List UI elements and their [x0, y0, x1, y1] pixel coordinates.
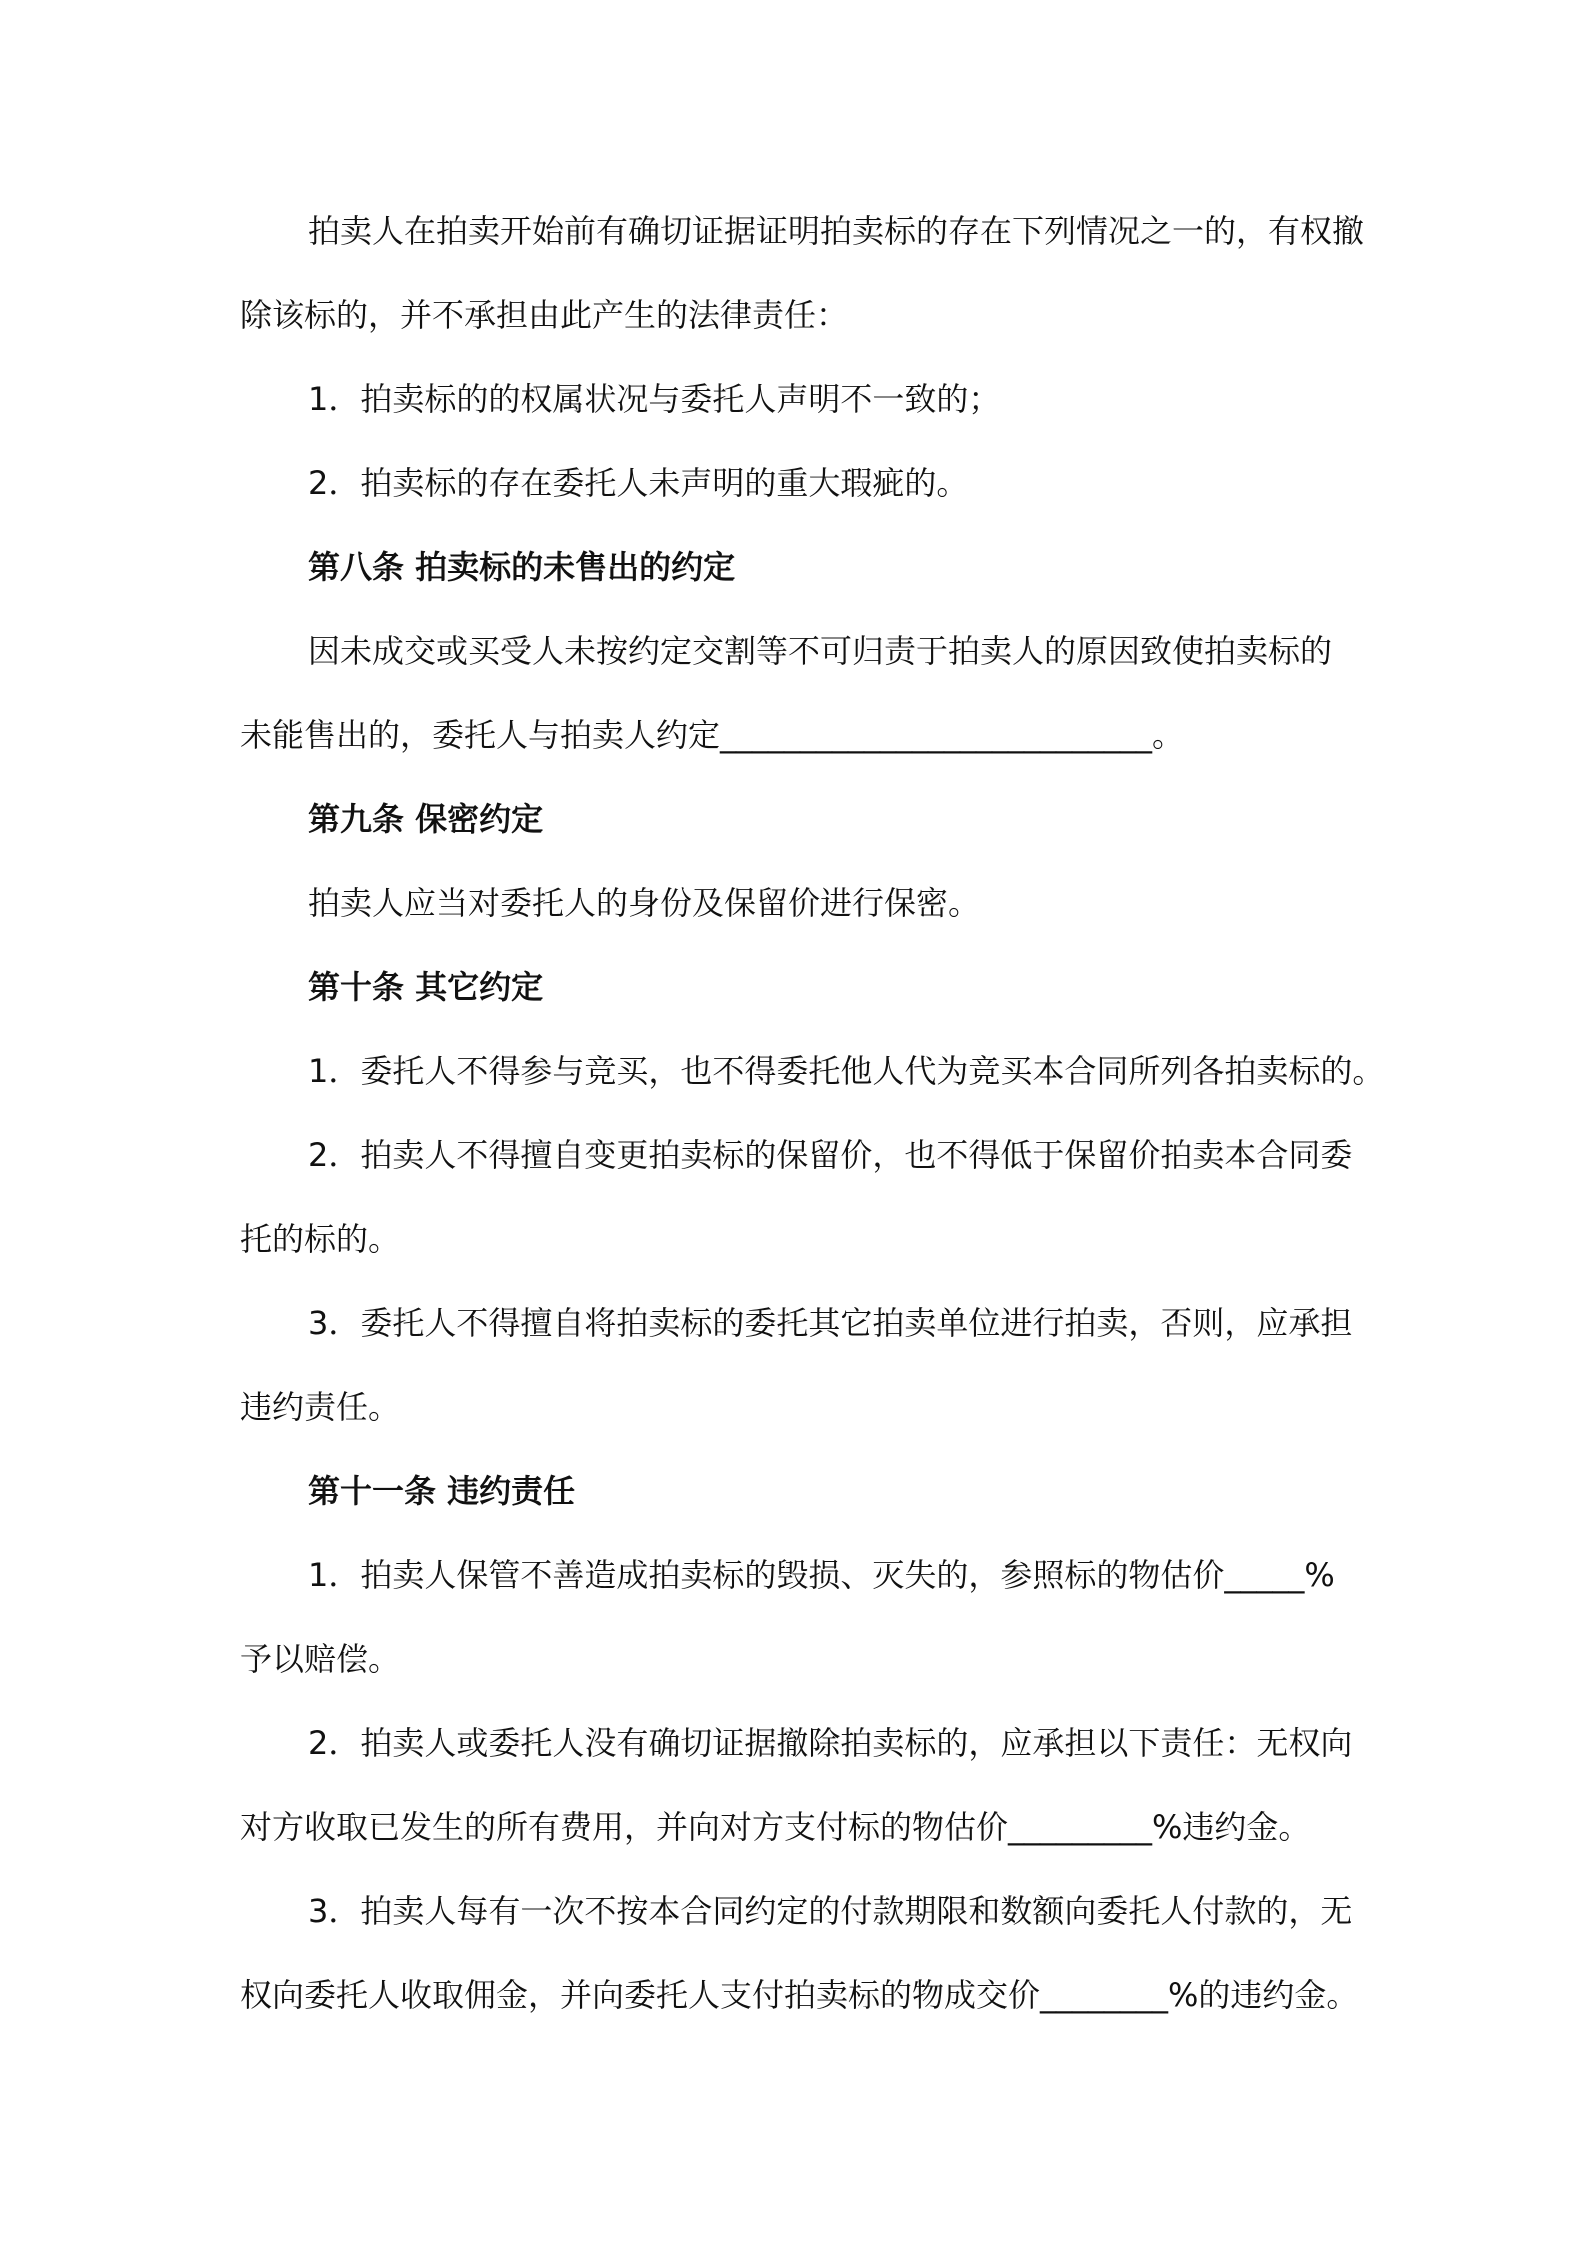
paragraph-withdraw-rights-cont: 除该标的，并不承担由此产生的法律责任：	[240, 296, 849, 334]
clause-no-transfer-cont: 违约责任。	[240, 1388, 401, 1426]
clause-late-payment-cont: 权向委托人收取佣金，并向委托人支付拍卖标的物成交价________%的违约金。	[240, 1976, 1359, 2014]
clause-damage-compensation: 1．拍卖人保管不善造成拍卖标的毁损、灭失的，参照标的物估价_____%	[308, 1556, 1335, 1594]
clause-reserve-price: 2．拍卖人不得擅自变更拍卖标的保留价，也不得低于保留价拍卖本合同委	[308, 1136, 1353, 1174]
clause-late-payment: 3．拍卖人每有一次不按本合同约定的付款期限和数额向委托人付款的，无	[308, 1892, 1353, 1930]
paragraph-unsold-agreement: 因未成交或买受人未按约定交割等不可归责于拍卖人的原因致使拍卖标的	[308, 632, 1333, 670]
clause-undeclared-defect: 2．拍卖标的存在委托人未声明的重大瑕疵的。	[308, 464, 969, 502]
contract-page	[240, 200, 1385, 2048]
clause-no-bidding: 1．委托人不得参与竞买，也不得委托他人代为竞买本合同所列各拍卖标的。	[308, 1052, 1385, 1090]
clause-ownership-mismatch: 1．拍卖标的的权属状况与委托人声明不一致的；	[308, 380, 1001, 418]
paragraph-confidentiality: 拍卖人应当对委托人的身份及保留价进行保密。	[308, 884, 981, 922]
clause-withdrawal-penalty: 2．拍卖人或委托人没有确切证据撤除拍卖标的，应承担以下责任：无权向	[308, 1724, 1353, 1762]
heading-article-10: 第十条 其它约定	[308, 968, 544, 1006]
paragraph-unsold-agreement-cont: 未能售出的，委托人与拍卖人约定___________________________。	[240, 716, 1185, 754]
clause-no-transfer: 3．委托人不得擅自将拍卖标的委托其它拍卖单位进行拍卖，否则，应承担	[308, 1304, 1353, 1342]
heading-article-9: 第九条 保密约定	[308, 800, 544, 838]
clause-withdrawal-penalty-cont: 对方收取已发生的所有费用，并向对方支付标的物估价_________%违约金。	[240, 1808, 1311, 1846]
heading-article-8: 第八条 拍卖标的未售出的约定	[308, 548, 736, 586]
clause-reserve-price-cont: 托的标的。	[240, 1220, 401, 1258]
heading-article-11: 第十一条 违约责任	[308, 1472, 576, 1510]
clause-damage-compensation-cont: 予以赔偿。	[240, 1640, 401, 1678]
paragraph-withdraw-rights: 拍卖人在拍卖开始前有确切证据证明拍卖标的存在下列情况之一的，有权撤	[308, 212, 1365, 250]
